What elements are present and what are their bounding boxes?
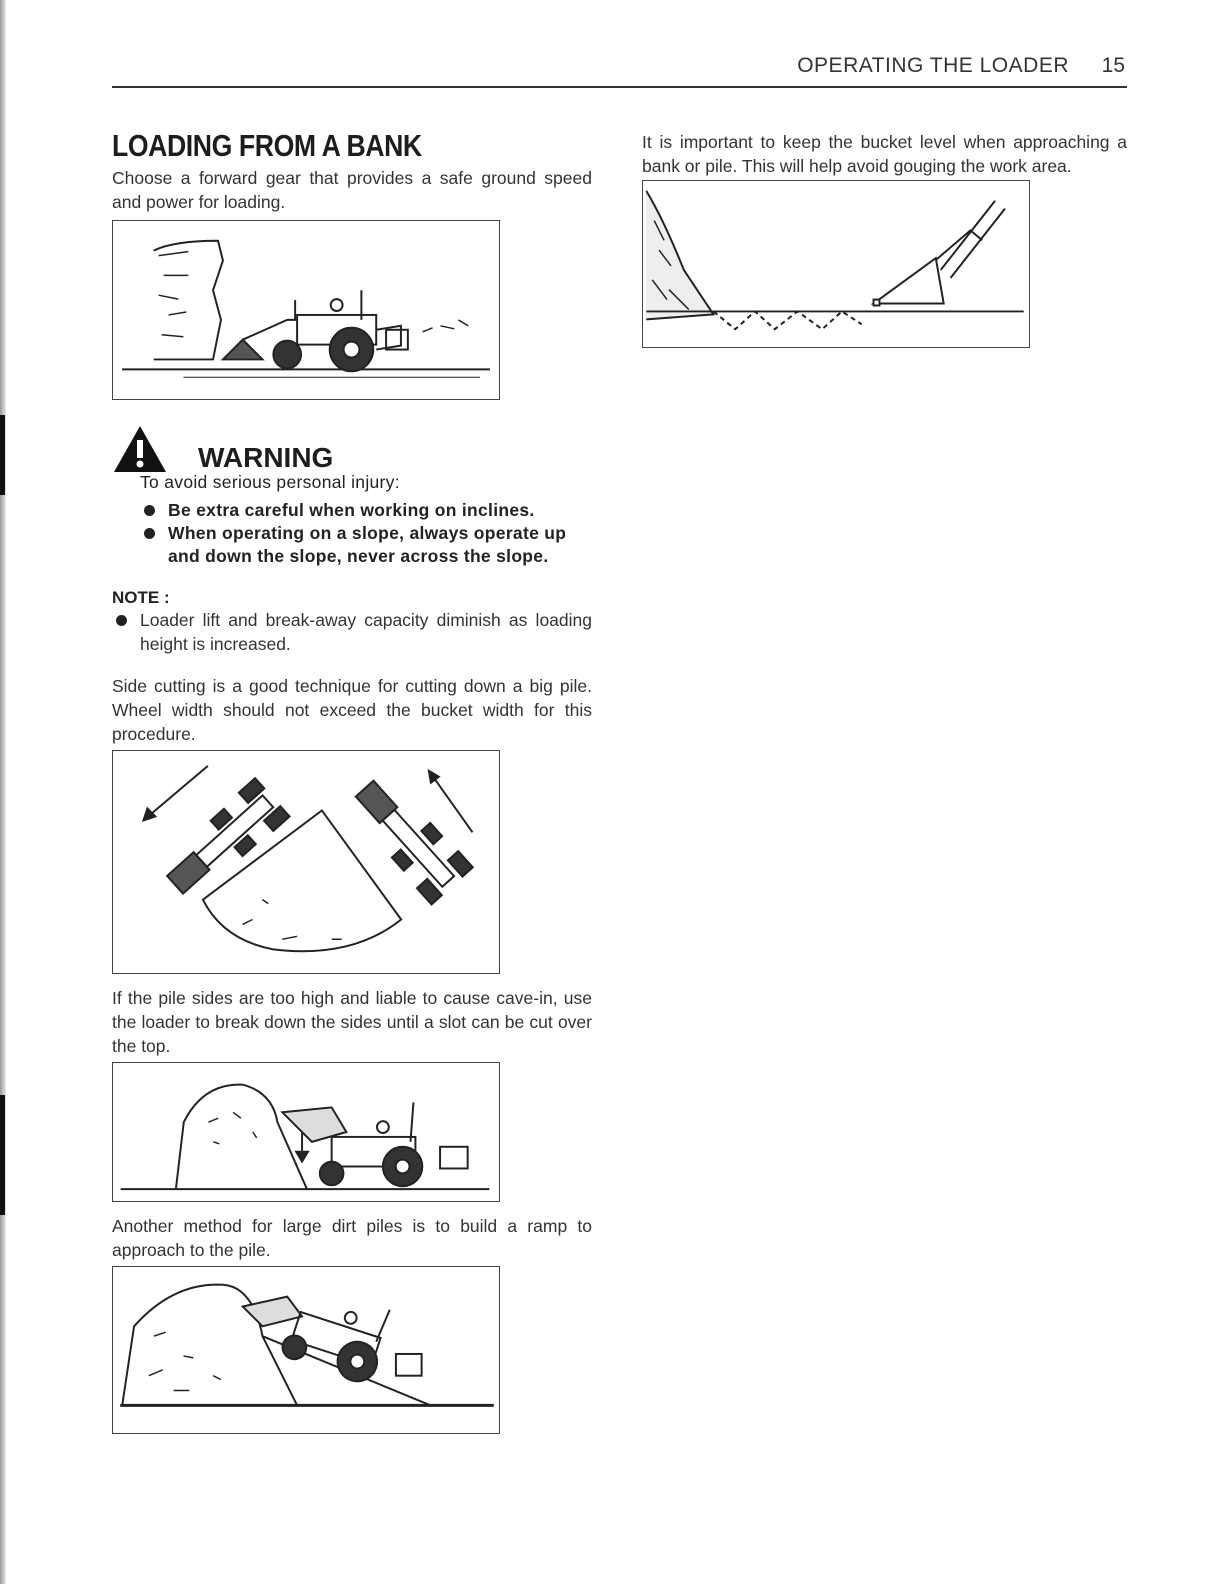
side-cutting-illustration xyxy=(113,751,499,973)
figure-bank-loading xyxy=(112,220,500,400)
warning-item: Be extra careful when working on inclines. xyxy=(140,499,592,522)
scan-mark xyxy=(0,415,5,495)
running-title: OPERATING THE LOADER xyxy=(797,54,1069,77)
intro-paragraph: Choose a forward gear that provides a safe ground speed and power for loading. xyxy=(112,168,592,212)
left-column xyxy=(112,120,592,1434)
bucket-level-illustration xyxy=(643,181,1029,347)
section-title: LOADING FROM A BANK xyxy=(112,128,422,163)
break-down-sides-illustration xyxy=(113,1063,499,1201)
warning-lead: To avoid serious personal injury: xyxy=(140,472,400,492)
tractor-at-bank-illustration xyxy=(113,221,499,399)
page-number: 15 xyxy=(1101,54,1125,77)
page-header xyxy=(112,50,1127,88)
figure-build-ramp xyxy=(112,1266,500,1434)
warning-title: WARNING xyxy=(198,442,334,473)
note-item: Loader lift and break-away capacity diminish as loading height is increased. xyxy=(112,608,592,656)
side-cutting-paragraph: Side cutting is a good technique for cutting down a big pile. Wheel width should not exceed the bucket width for this procedure. xyxy=(112,676,592,744)
figure-side-cutting xyxy=(112,750,500,974)
ramp-paragraph: Another method for large dirt piles is to build a ramp to approach to the pile. xyxy=(112,1216,592,1260)
figure-bucket-level xyxy=(642,180,1030,348)
bucket-level-paragraph: It is important to keep the bucket level when approaching a bank or pile. This will help avoid gouging the work area. xyxy=(642,132,1127,176)
warning-triangle-icon xyxy=(112,424,168,474)
figure-break-down-sides xyxy=(112,1062,500,1202)
note-label: NOTE : xyxy=(112,588,170,607)
warning-box xyxy=(112,424,592,568)
scan-mark xyxy=(0,1095,5,1215)
build-ramp-illustration xyxy=(113,1267,499,1433)
scan-edge xyxy=(0,0,6,1584)
right-column xyxy=(642,130,1127,348)
warning-item: When operating on a slope, always operate up and down the slope, never across the slope. xyxy=(140,522,592,568)
pile-sides-paragraph: If the pile sides are too high and liable to cause cave-in, use the loader to break down the sides until a slot can be cut over the top. xyxy=(112,988,592,1056)
